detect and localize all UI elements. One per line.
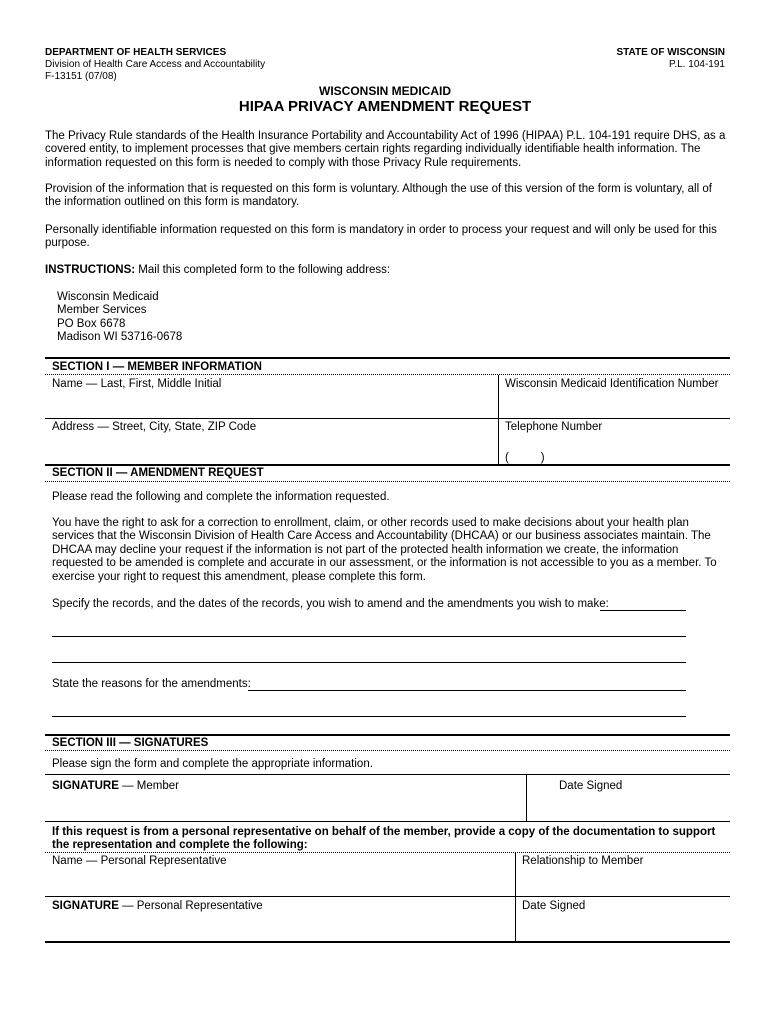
division-name: Division of Health Care Access and Accountability	[45, 59, 266, 70]
address-line-3: PO Box 6678	[57, 318, 126, 330]
instructions-label: INSTRUCTIONS:	[45, 264, 136, 276]
telephone-label: Telephone Number	[505, 421, 603, 433]
representative-date-label: Date Signed	[522, 900, 586, 912]
specify-records-label: Specify the records, and the dates of the records, you wish to amend and the amendments you wish to make:	[52, 598, 609, 610]
relationship-field[interactable]	[515, 853, 730, 896]
address-line-4: Madison WI 53716-0678	[57, 331, 183, 343]
address-line-1: Wisconsin Medicaid	[57, 291, 159, 303]
section3-title-rule	[45, 750, 730, 751]
representative-signature-field[interactable]	[45, 897, 515, 942]
member-signature-label	[52, 780, 179, 793]
section3-top-rule	[45, 734, 730, 736]
member-date-field[interactable]	[526, 775, 730, 821]
member-date-label: Date Signed	[559, 780, 623, 792]
representative-signature-bold: SIGNATURE	[52, 900, 119, 912]
section1-title: SECTION I — MEMBER INFORMATION	[52, 361, 262, 373]
reasons-label: State the reasons for the amendments:	[52, 678, 251, 690]
member-signature-bold: SIGNATURE	[52, 780, 119, 792]
telephone-field[interactable]	[498, 419, 730, 464]
state-name: STATE OF WISCONSIN	[616, 47, 725, 58]
medicaid-id-field[interactable]	[498, 375, 730, 418]
intro-paragraph-1: The Privacy Rule standards of the Health Insurance Portability and Accountability Act of 1996 (HIPAA) P.L. 104-191 require DHS, as a covered entity, to implement processes that give members certain rights regarding individually identifiable health information. The information requested on this form is needed to comply with those Privacy Rule requirements.	[45, 130, 726, 169]
form-number: F-13151 (07/08)	[45, 71, 117, 82]
member-signature-divider	[526, 775, 527, 821]
representative-signature-rest: — Personal Representative	[118, 900, 263, 912]
section2-title-rule	[45, 481, 730, 482]
member-signature-rest: — Member	[118, 780, 179, 792]
intro-paragraph-3: Personally identifiable information requested on this form is mandatory in order to process your request and will only be used for this purpose.	[45, 224, 717, 250]
section3-paragraph-1: Please sign the form and complete the appropriate information.	[52, 758, 373, 770]
section2-paragraph-1: Please read the following and complete the information requested.	[52, 491, 390, 503]
program-title: WISCONSIN MEDICAID	[319, 84, 451, 98]
instructions	[45, 264, 728, 277]
section1-top-rule	[45, 357, 730, 359]
form-bottom-rule	[45, 941, 730, 943]
form-title: HIPAA PRIVACY AMENDMENT REQUEST	[238, 98, 532, 115]
telephone-format: ( )	[505, 452, 545, 464]
representative-name-label: Name — Personal Representative	[52, 855, 227, 867]
department-name: DEPARTMENT OF HEALTH SERVICES	[45, 47, 227, 58]
medicaid-id-label: Wisconsin Medicaid Identification Number	[505, 378, 719, 390]
member-address-label: Address — Street, City, State, ZIP Code	[52, 421, 257, 433]
instructions-text: Mail this completed form to the following address:	[135, 264, 391, 276]
member-signature-bottom-rule	[45, 821, 730, 822]
representative-name-field[interactable]	[45, 853, 515, 896]
member-address-field[interactable]	[45, 419, 498, 464]
address-line-2: Member Services	[57, 304, 147, 316]
representative-signature-label	[52, 900, 263, 913]
representative-note: If this request is from a personal representative on behalf of the member, provide a copy of the documentation to support the representation and complete the following:	[52, 826, 716, 852]
specify-records-line-3[interactable]	[52, 662, 686, 663]
representative-date-field[interactable]	[515, 897, 730, 942]
public-law: P.L. 104-191	[669, 59, 725, 70]
specify-records-input-line[interactable]	[600, 610, 686, 611]
specify-records-line-2[interactable]	[52, 636, 686, 637]
member-name-label: Name — Last, First, Middle Initial	[52, 378, 222, 390]
section3-title: SECTION III — SIGNATURES	[52, 737, 209, 749]
member-signature-field[interactable]	[45, 775, 526, 821]
reasons-input-line[interactable]	[248, 690, 686, 691]
relationship-label: Relationship to Member	[522, 855, 644, 867]
section2-title: SECTION II — AMENDMENT REQUEST	[52, 467, 264, 479]
intro-paragraph-2: Provision of the information that is requested on this form is voluntary. Although the use of this version of the form is voluntary, all of the information outlined on this form is mandatory.	[45, 183, 712, 209]
section2-paragraph-2: You have the right to ask for a correction to enrollment, claim, or other records used to make decisions about your health plan services that the Wisconsin Division of Health Care Access and Accountability (DHCAA) or our business associates maintain. The DHCAA may decline your request if the information is not part of the protected health information we create, the information requested to be amended is complete and accurate in our assessment, or the information is not accessible to you as a member. To exercise your right to request this amendment, please complete this form.	[52, 517, 717, 583]
member-name-field[interactable]	[45, 375, 498, 418]
section2-top-rule	[45, 464, 730, 466]
reasons-line-2[interactable]	[52, 716, 686, 717]
